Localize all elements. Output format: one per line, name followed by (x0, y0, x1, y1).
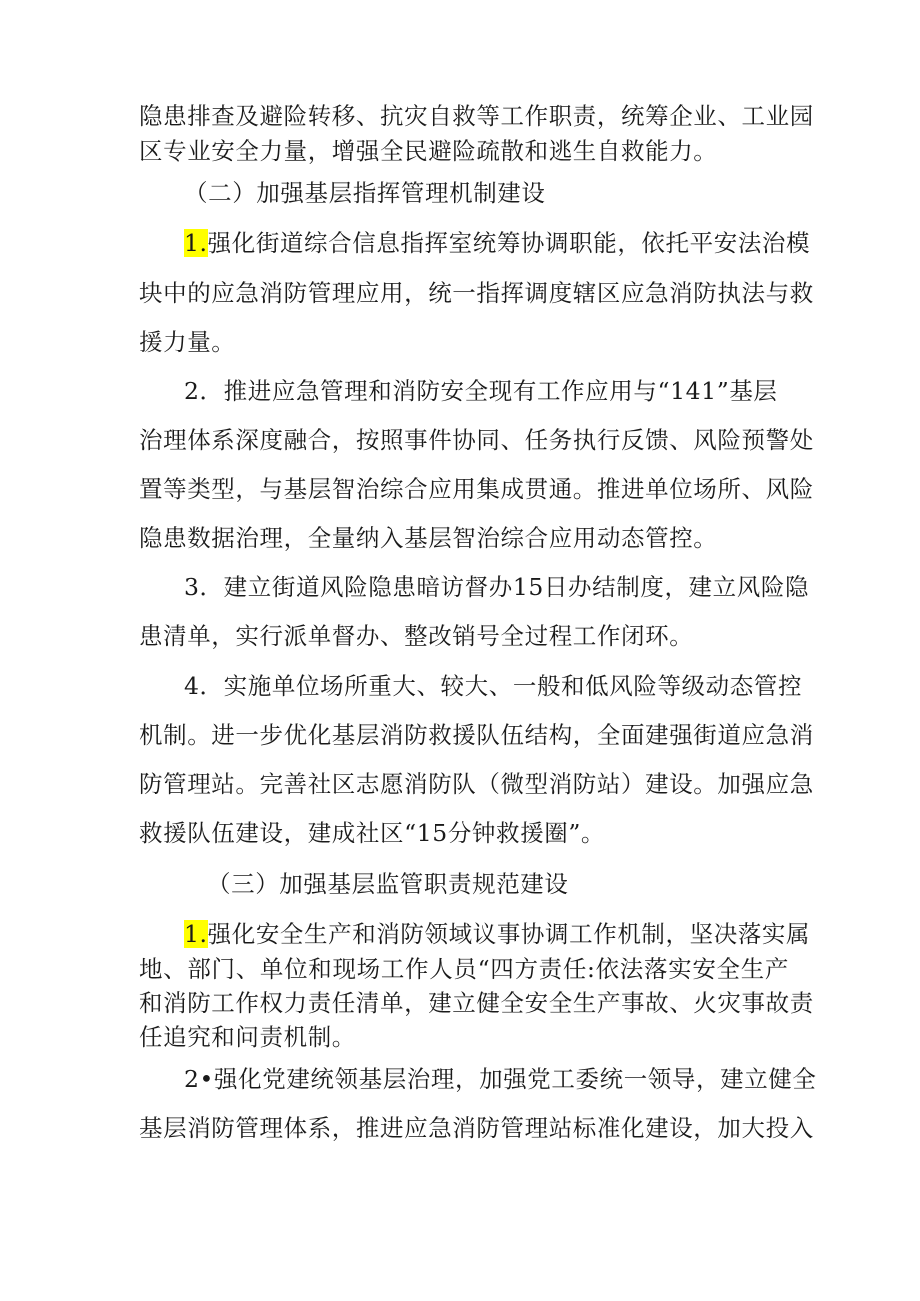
paragraph-line: 地、部门、单位和现场工作人员“四方责任:依法落实安全生产 (139, 955, 789, 983)
paragraph-line: 机制。进一步优化基层消防救援队伍结构，全面建强街道应急消 (139, 721, 814, 749)
paragraph-line: 块中的应急消防管理应用，统一指挥调度辖区应急消防执法与救 (139, 279, 814, 307)
paragraph-line: 治理体系深度融合，按照事件协同、任务执行反馈、风险预警处 (139, 426, 814, 454)
paragraph-line: 任追究和问责机制。 (139, 1023, 356, 1051)
section-heading-3: （三）加强基层监管职责规范建设 (207, 870, 569, 898)
paragraph-text: 强化安全生产和消防领域议事协调工作机制，坚决落实属 (207, 920, 811, 948)
paragraph-line: 隐患排查及避险转移、抗灾自救等工作职责，统筹企业、工业园 (139, 102, 814, 130)
paragraph-line: 4．实施单位场所重大、较大、一般和低风险等级动态管控 (184, 672, 803, 700)
paragraph-line: 防管理站。完善社区志愿消防队（微型消防站）建设。加强应急 (139, 770, 814, 798)
paragraph-line: 隐患数据治理，全量纳入基层智治综合应用动态管控。 (139, 524, 718, 552)
paragraph-line (184, 228, 811, 258)
paragraph-line: 援力量。 (139, 328, 236, 356)
paragraph-line: 患清单，实行派单督办、整改销号全过程工作闭环。 (139, 622, 694, 650)
list-number-highlight: 1. (184, 920, 208, 948)
paragraph-line: 3．建立街道风险隐患暗访督办15日办结制度，建立风险隐 (184, 573, 810, 601)
section-heading-2: （二）加强基层指挥管理机制建设 (184, 179, 546, 207)
paragraph-line: 基层消防管理体系，推进应急消防管理站标准化建设，加大投入 (139, 1114, 814, 1142)
paragraph-line: 2•强化党建统领基层治理，加强党工委统一领导，建立健全 (184, 1065, 817, 1093)
list-number-highlight: 1. (184, 229, 208, 257)
paragraph-line: 救援队伍建设，建成社区“15分钟救援圈”。 (139, 819, 606, 847)
paragraph-line: 置等类型，与基层智治综合应用集成贯通。推进单位场所、风险 (139, 475, 814, 503)
paragraph-text: 强化街道综合信息指挥室统筹协调职能，依托平安法治模 (207, 229, 811, 257)
paragraph-line: 2．推进应急管理和消防安全现有工作应用与“141”基层 (184, 377, 778, 405)
paragraph-line (184, 919, 811, 949)
paragraph-line: 区专业安全力量，增强全民避险疏散和逃生自救能力。 (139, 137, 718, 165)
paragraph-line: 和消防工作权力责任清单，建立健全安全生产事故、火灾事故责 (139, 989, 814, 1017)
